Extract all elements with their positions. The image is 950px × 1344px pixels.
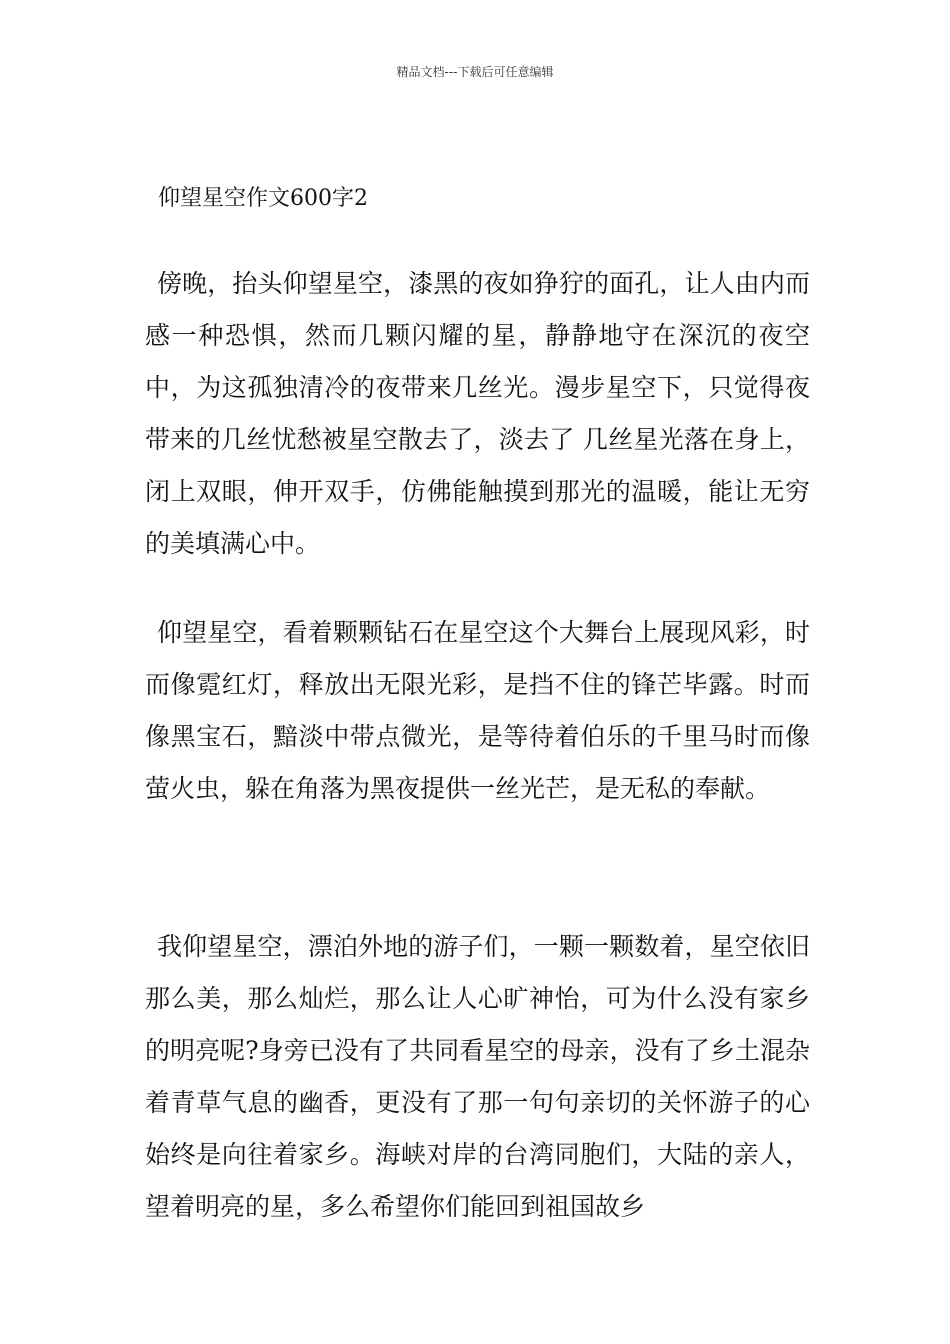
document-title: 仰望星空作文600字2 [158, 186, 368, 211]
paragraph-2: 仰望星空，看着颗颗钻石在星空这个大舞台上展现风彩，时而像霓红灯，释放出无限光彩，是挡不住的锋芒毕露。时而像黑宝石，黯淡中带点微光，是等待着伯乐的千里马时而像萤火虫，躲在角落为黑夜提供一丝光芒，是无私的奉献。 [145, 618, 810, 803]
paragraph-1: 傍晚，抬头仰望星空，漆黑的夜如狰狞的面孔，让人由内而感一种恐惧，然而几颗闪耀的星，静静地守在深沉的夜空中，为这孤独清冷的夜带来几丝光。漫步星空下，只觉得夜带来的几丝忧愁被星空散去了，淡去了 几丝星光落在身上，闭上双眼，伸开双手，仿佛能触摸到那光的温暖，能让无穷的美填满心中。 [145, 269, 810, 558]
page-header: 精品文档---下载后可任意编辑 [396, 65, 554, 79]
paragraph-3: 我仰望星空，漂泊外地的游子们，一颗一颗数着，星空依旧那么美，那么灿烂，那么让人心旷神怡，可为什么没有家乡的明亮呢?身旁已没有了共同看星空的母亲，没有了乡土混杂着青草气息的幽香，更没有了那一句句亲切的关怀游子的心始终是向往着家乡。海峡对岸的台湾同胞们，大陆的亲人，望着明亮的星，多么希望你们能回到祖国故乡 [145, 932, 810, 1221]
